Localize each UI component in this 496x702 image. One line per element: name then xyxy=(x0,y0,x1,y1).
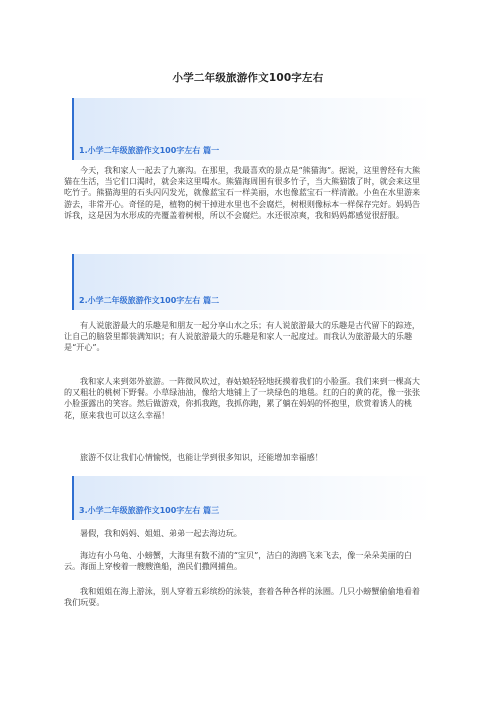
document-title: 小学二年级旅游作文100字左右 xyxy=(172,72,324,84)
section-heading-box-1 xyxy=(72,98,432,160)
section-2-paragraph-2: 我和家人来到郊外旅游。一阵微风吹过，春姑娘轻轻地抚摸着我们的小脸蛋。我们来到一棵高大的又粗壮的桃树下野餐。小草绿油油，像给大地铺上了一块绿色的地毯。红的白的黄的花，像一张张小脸蛋露出的笑容。然后做游戏，你抓我跑，我抓你跑，累了躺在妈妈的怀抱里，欣赏着诱人的桃花，原来我也可以这么幸福！ xyxy=(64,376,421,420)
section-heading-box-2 xyxy=(72,254,432,310)
section-heading-2: 2.小学二年级旅游作文100字左右 篇二 xyxy=(79,296,220,305)
section-3-paragraph-2: 海边有小乌龟、小螃蟹，大海里有数不清的“宝贝”，洁白的海鸥飞来飞去，像一朵朵美丽的白云。海面上穿梭着一艘艘渔船，渔民们撒网捕鱼。 xyxy=(64,550,413,572)
section-1-paragraph-1: 今天，我和家人一起去了九寨沟。在那里，我最喜欢的景点是“熊猫海”。据说，这里曾经有大熊猫在生活，当它们口渴时，就会来这里喝水。熊猫海周围有很多竹子，当大熊猫饿了时，就会来这里吃竹子。熊猫海里的石头闪闪发光，就像蓝宝石一样美丽，水也像蓝宝石一样清澈。小鱼在水里游来游去，非常开心。奇怪的是，植物的树干掉进水里也不会腐烂，树根则像标本一样保存完好。妈妈告诉我，这是因为水形成的壳覆盖着树根，所以不会腐烂。水还很凉爽，我和妈妈都感觉很舒服。 xyxy=(64,165,421,220)
section-3-paragraph-1: 暑假，我和妈妈、姐姐、弟弟一起去海边玩。 xyxy=(80,528,242,538)
section-2-paragraph-3: 旅游不仅让我们心情愉悦，也能让学到很多知识，还能增加幸福感！ xyxy=(80,452,323,462)
section-heading-box-3 xyxy=(72,476,432,520)
section-heading-1: 1.小学二年级旅游作文100字左右 篇一 xyxy=(79,146,220,155)
section-heading-3: 3.小学二年级旅游作文100字左右 篇三 xyxy=(79,506,220,515)
section-3-paragraph-3: 我和姐姐在海上游泳，别人穿着五彩缤纷的泳装，套着各种各样的泳圈。几只小螃蟹偷偷地看着我们玩耍。 xyxy=(64,586,420,608)
section-2-paragraph-1: 有人说旅游最大的乐趣是和朋友一起分享山水之乐；有人说旅游最大的乐趣是古代留下的踪迹，让自己的脑袋里都装满知识；有人说旅游最大的乐趣是和家人一起度过。而我认为旅游最大的乐趣是“开心”。 xyxy=(64,320,420,353)
